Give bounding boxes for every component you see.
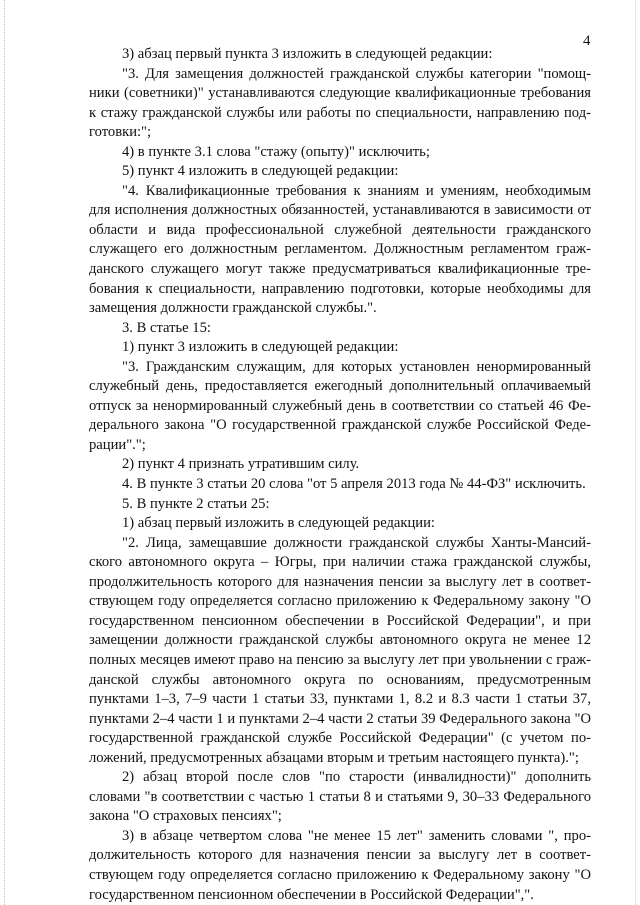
paragraph-13: "2. Лица, замещавшие должности гражданской службы Ханты-Мансийского автономного округа – Югры, при наличии стажа гражданской службы, продолжительность которого для назначения пенсии за выслугу лет в соответствующем году определяется согласно приложению к Федеральному закону "О государственном пенсионном обеспечении в Российской Федерации", и при замещении должности гражданской службы автономного округа не менее 12 полных месяцев имеют право на пенсию за выслугу лет при увольнении с гражданской службы автономного округа по основаниям, предусмотренным пунктами 1–3, 7–9 части 1 статьи 33, пунктами 1, 8.2 и 8.3 части 1 статьи 37, пунктами 2–4 части 1 и пунктами 2–4 части 2 статьи 39 Федерального закона "О государственной гражданской службе Российской Федерации" (с учетом положений, предусмотренных абзацами вторым и третьим настоящего пункта)."; — [89, 534, 591, 766]
paragraph-3: 4) в пункте 3.1 слова "стажу (опыту)" исключить; — [122, 143, 430, 160]
paragraph-12: 1) абзац первый изложить в следующей редакции: — [122, 515, 435, 532]
paragraph-6: 3. В статье 15: — [122, 319, 211, 336]
paragraph-4: 5) пункт 4 изложить в следующей редакции: — [122, 163, 399, 180]
page-number: 4 — [583, 33, 591, 49]
paragraph-10: 4. В пункте 3 статьи 20 слова "от 5 апреля 2013 года № 44-ФЗ" исключить. — [122, 476, 586, 493]
paragraph-14: 2) абзац второй после слов "по старости (инвалидности)" дополнить словами "в соответствии с частью 1 статьи 8 и статьями 9, 30–33 Федерального закона "О страховых пенсиях"; — [89, 769, 591, 825]
paragraph-9: 2) пункт 4 признать утратившим силу. — [122, 456, 360, 473]
scan-right-edge — [635, 0, 637, 905]
paragraph-11: 5. В пункте 2 статьи 25: — [122, 495, 270, 512]
document-body — [89, 45, 591, 905]
paragraph-5: "4. Квалификационные требования к знаниям и умениям, необходимым для исполнения должностных обязанностей, устанавливаются в зависимости от области и вида профессиональной служебной деятельности гражданского служащего его должностным регламентом. Должностным регламентом гражданского служащего могут также предусматриваться квалификационные требования к специальности, направлению подготовки, которые необходимы для замещения должности гражданской службы.". — [89, 182, 591, 317]
scan-left-edge — [4, 0, 6, 905]
paragraph-8: "3. Гражданским служащим, для которых установлен ненормированный служебный день, предоставляется ежегодный дополнительный оплачиваемый отпуск за ненормированный служебный день в соответствии со статьей 46 Федерального закона "О государственной гражданской службе Российской Федерации"."; — [89, 358, 591, 453]
paragraph-2: "3. Для замещения должностей гражданской службы категории "помощники (советники)" устанавливаются следующие квалификационные требования к стажу гражданской службы или работы по специальности, направлению подготовки:"; — [89, 65, 591, 141]
paragraph-7: 1) пункт 3 изложить в следующей редакции: — [122, 339, 399, 356]
paragraph-15: 3) в абзаце четвертом слова "не менее 15 лет" заменить словами ", продолжительность которого для назначения пенсии за выслугу лет в соответствующем году определяется согласно приложению к Федеральному закону "О государственном пенсионном обеспечении в Российской Федерации",". — [89, 827, 591, 903]
paragraph-1: 3) абзац первый пункта 3 изложить в следующей редакции: — [122, 46, 493, 62]
